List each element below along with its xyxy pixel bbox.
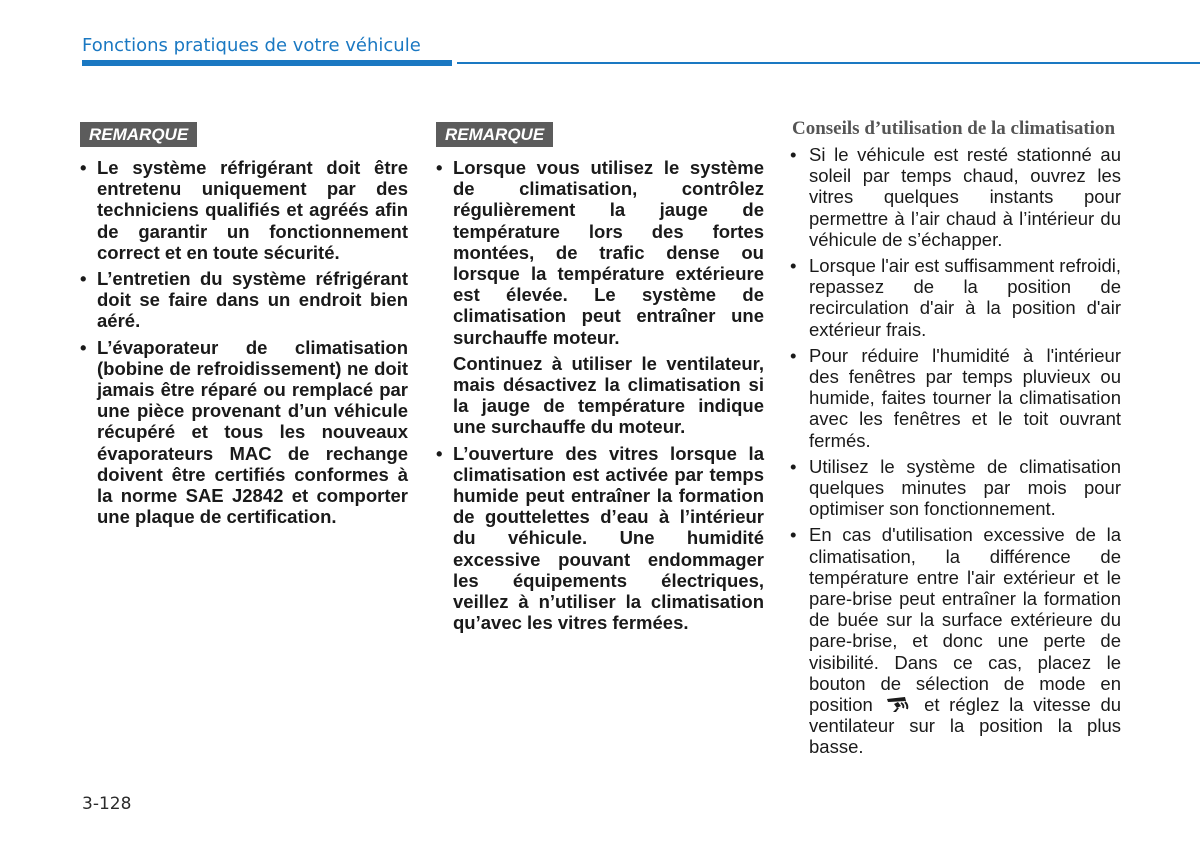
bullet: •	[790, 344, 797, 366]
header-rule	[457, 62, 1200, 64]
bullet: •	[80, 336, 87, 358]
bullet: •	[790, 144, 797, 165]
list-item: • Le système réfrigérant doit être entretenu uniquement par des techniciens qualifiés et agréés afin de garantir un fonctionnement correct et en toute sécurité.	[80, 157, 408, 263]
windshield-defrost-mode-icon	[885, 695, 911, 713]
remarque-badge: REMARQUE	[436, 122, 553, 147]
list-item: • En cas d'utilisation excessive de la climatisation, la différence de température entre l'air extérieur et le pare-brise peut entraîner la formation de buée sur la surface extérieure du pare-brise, et donc une perte de visibilité. Dans ce cas, placez le bouton de sélection de mode en position et réglez la vitesse du ventilateur sur la position la plus basse.	[790, 524, 1122, 758]
header-bar	[82, 60, 452, 66]
bullet: •	[436, 442, 443, 464]
column-3	[790, 118, 1121, 763]
remarque-badge: REMARQUE	[80, 122, 197, 147]
bullet: •	[790, 524, 797, 546]
column-1	[80, 122, 408, 532]
list-item: • Lorsque vous utilisez le système de climatisation, contrôlez régulièrement la jauge de température lors des fortes montées, de trafic dense ou lorsque la température extérieure est élevée. Le système de climatisation peut entraîner une surchauffe moteur.	[436, 157, 764, 348]
list-item: • L’entretien du système réfrigérant doit se faire dans un endroit bien aéré.	[80, 268, 408, 332]
note-list	[436, 157, 764, 348]
column-2	[436, 122, 764, 638]
list-item: • L’évaporateur de climatisation (bobine de refroidissement) ne doit jamais être réparé ou remplacé par une pièce provenant d’un véhicule récupéré et tous les nouveaux évaporateurs MAC de rechange doivent être certifiés conformes à la norme SAE J2842 et comporter une plaque de certification.	[80, 336, 408, 528]
tips-list	[790, 144, 1121, 758]
bullet: •	[790, 455, 797, 477]
bullet: •	[436, 157, 443, 178]
bullet: •	[80, 157, 87, 178]
bullet: •	[790, 255, 797, 277]
bullet: •	[80, 268, 87, 290]
list-item: • L’ouverture des vitres lorsque la climatisation est activée par temps humide peut entraîner la formation de gouttelettes d’eau à l’intérieur du véhicule. Une humidité excessive pouvant endommager les équipements électriques, veillez à n’utiliser la climatisation qu’avec les vitres fermées.	[436, 442, 764, 634]
section-heading: Conseils d’utilisation de la climatisation	[792, 118, 1116, 139]
list-item: • Pour réduire l'humidité à l'intérieur des fenêtres par temps pluvieux ou humide, faites tourner la climatisation avec les fenêtres et le toit ouvrant fermés.	[790, 344, 1121, 451]
list-item: • Si le véhicule est resté stationné au soleil par temps chaud, ouvrez les vitres quelques instants pour permettre à l’air chaud à l’intérieur du véhicule de s’échapper.	[790, 144, 1121, 250]
note-list	[80, 157, 408, 527]
page-number: 3-128	[82, 794, 132, 814]
note-list	[436, 443, 764, 634]
header-title: Fonctions pratiques de votre véhicule	[82, 35, 421, 56]
continued-paragraph: Continuez à utiliser le ventilateur, mais désactivez la climatisation si la jauge de température indique une surchauffe du moteur.	[453, 352, 764, 438]
list-item: • Utilisez le système de climatisation quelques minutes par mois pour optimiser son fonctionnement.	[790, 455, 1121, 520]
list-item: • Lorsque l'air est suffisamment refroidi, repassez de la position de recirculation d'air à la position d'air extérieur frais.	[790, 255, 1121, 340]
